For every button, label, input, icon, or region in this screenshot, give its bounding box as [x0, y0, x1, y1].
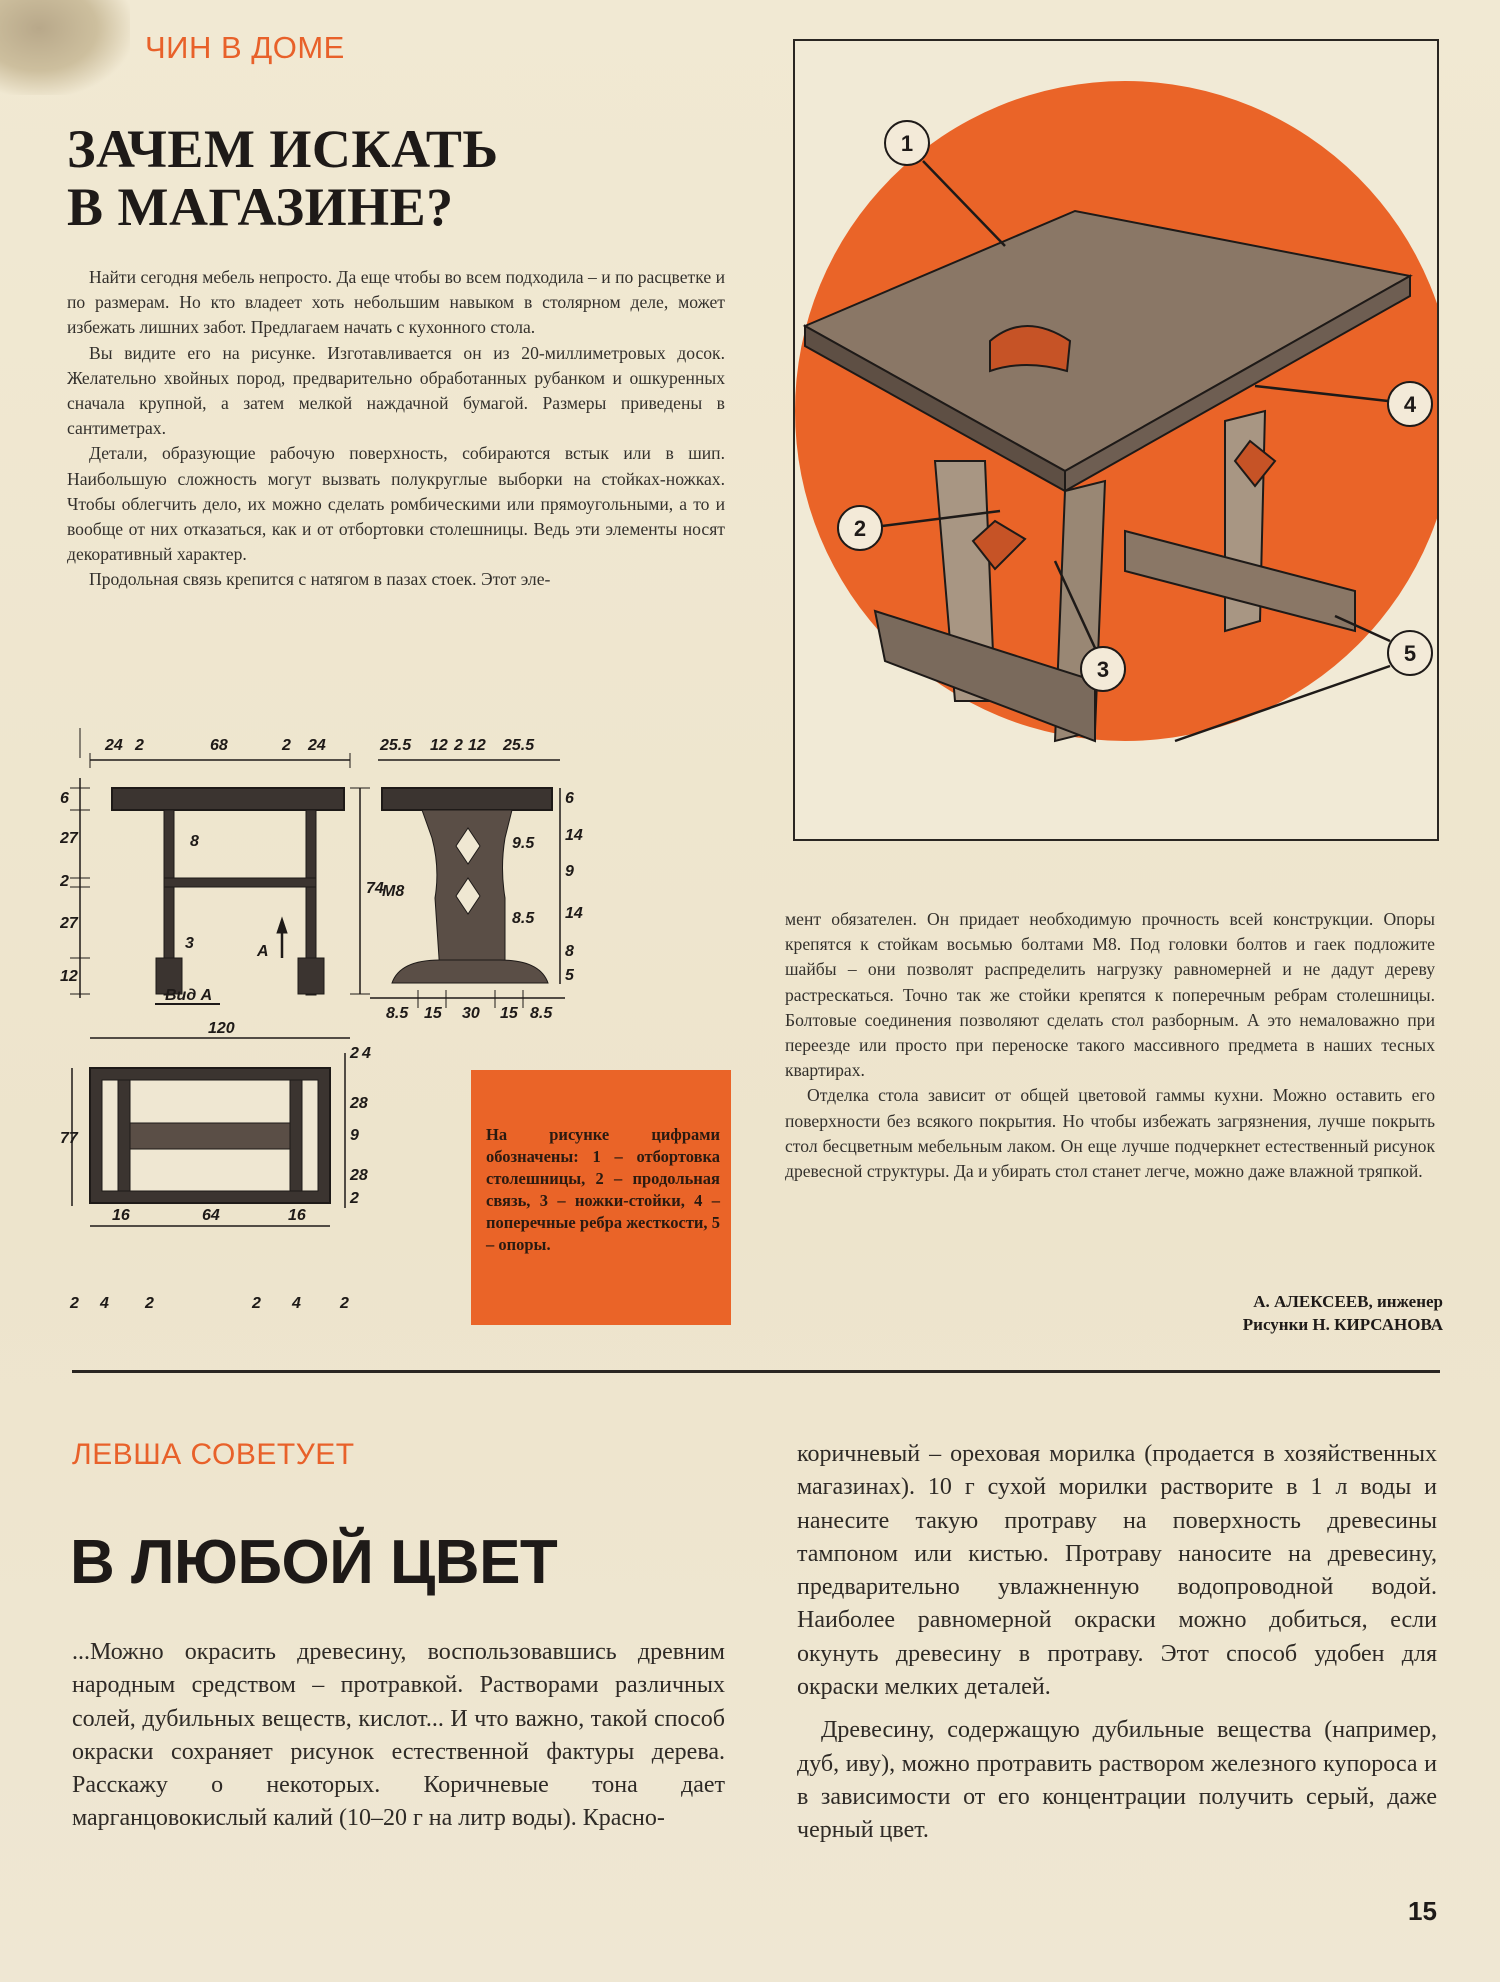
dim-label: 6 — [565, 790, 574, 807]
article2-title: В ЛЮБОЙ ЦВЕТ — [70, 1528, 558, 1597]
callout-3: 3 — [1096, 657, 1110, 682]
section-divider — [72, 1370, 1440, 1373]
dim-label: 8 — [190, 833, 199, 850]
dim-label: 2 — [350, 1045, 359, 1062]
figure-caption: На рисунке цифрами обозначены: 1 – отбортовка столешницы, 2 – продольная связь, 3 – ножки-стойки, 4 – поперечные ребра жесткости, 5 – опоры. — [486, 1125, 720, 1254]
paragraph: Продольная связь крепится с натягом в пазах стоек. Этот эле- — [89, 569, 551, 590]
dim-label: 8 — [565, 943, 574, 960]
paragraph: Вы видите его на рисунке. Изготавливается он из 20-миллиметровых досок. Желательно хвойных пород, предварительно обработанных рубанком и ошкуренных сначала крупной, а затем мелкой наждачной бумагой. Размеры приведены в сантиметрах. — [67, 342, 725, 439]
paragraph: Найти сегодня мебель непросто. Да еще чтобы во всем подходила – и по расцветке и по размерам. Но кто владеет хоть небольшим навыком в столярном деле, может избежать лишних забот. Предлагаем начать с кухонного стола. — [67, 267, 725, 338]
dim-label: 2 — [282, 737, 291, 754]
dim-label: 12 — [60, 968, 78, 985]
article-body — [67, 265, 725, 593]
dim-label: 2 — [350, 1190, 359, 1207]
author-credit: А. АЛЕКСЕЕВ, инженер — [1253, 1292, 1443, 1311]
dim-label: 6 — [60, 790, 69, 807]
callout-5: 5 — [1403, 641, 1417, 666]
dim-label: 2 — [70, 1295, 79, 1312]
dim-label: 25.5 — [380, 737, 412, 754]
dim-label: 12 — [430, 737, 448, 754]
dim-label: 2 — [135, 737, 144, 754]
dim-label: 28 — [350, 1095, 368, 1112]
dim-label: 120 — [208, 1020, 235, 1037]
arrow-label: А — [257, 943, 269, 960]
callout-1: 1 — [900, 131, 914, 156]
dim-label: 8.5 — [512, 910, 535, 927]
dim-label: М8 — [382, 883, 405, 900]
dim-label: 4 — [292, 1295, 301, 1312]
article2-col2 — [797, 1438, 1437, 1848]
dim-label: 16 — [288, 1207, 306, 1224]
dim-label: 16 — [112, 1207, 130, 1224]
dim-label: 14 — [565, 827, 583, 844]
section-tag-2: ЛЕВША СОВЕТУЕТ — [72, 1438, 355, 1471]
table-illustration-art — [795, 41, 1437, 839]
view-label: Вид А — [165, 987, 213, 1004]
front-view-drawing — [70, 728, 370, 1004]
dim-label: 8.5 — [386, 1005, 409, 1022]
dim-label: 12 — [468, 737, 486, 754]
paragraph: ...Можно окрасить древесину, воспользовавшись древним народным средством – протравкой. Растворами различных солей, дубильных веществ, кислот... И что важно, такой способ окраски сохраняет рисунок естественной фактуры дерева. Расскажу о некоторых. Коричневые тона дает марганцовокислый калий (10–20 г на литр воды). Красно- — [72, 1639, 725, 1832]
dim-label: 9.5 — [512, 835, 535, 852]
dim-label: 8.5 — [530, 1005, 553, 1022]
dim-label: 25.5 — [503, 737, 535, 754]
title-line-2: В МАГАЗИНЕ? — [67, 177, 454, 237]
dim-label: 30 — [462, 1005, 480, 1022]
paragraph: мент обязателен. Он придает необходимую прочность всей конструкции. Опоры крепятся к стойкам восьмью болтами М8. Под головки болтов и гаек подложите шайбы – они позволят распределить нагрузку равномерней и не дадут дереву растрескаться. Точно так же стойки крепятся к поперечным ребрам столешницы. Болтовые соединения позволяют сделать стол разборным. А это немаловажно при переезде или просто при переноске такого массивного предмета в наших тесных квартирах. — [785, 909, 1435, 1081]
paragraph: коричневый – ореховая морилка (продается в хозяйственных магазинах). 10 г сухой морилки растворите в 1 л воды и нанесите такую протраву на поверхность древесины тампоном или кистью. Протраву наносите на древесину, предварительно увлажненную водопроводной водой. Наиболее равномерной окраски можно добиться, если окунуть древесину в протраву. Этот способ удобен для окраски мелких деталей. — [797, 1441, 1437, 1701]
dim-label: 14 — [565, 905, 583, 922]
dim-label: 2 — [60, 873, 69, 890]
dim-label: 2 — [252, 1295, 261, 1312]
illustrator-credit: Рисунки Н. КИРСАНОВА — [1242, 1315, 1443, 1334]
dim-label: 2 — [454, 737, 463, 754]
title-line-1: ЗАЧЕМ ИСКАТЬ — [67, 119, 499, 179]
dim-label: 24 — [308, 737, 326, 754]
callout-4: 4 — [1403, 392, 1417, 417]
callout-2: 2 — [853, 516, 867, 541]
dim-label: 77 — [60, 1130, 78, 1147]
plan-view-drawing — [72, 1038, 350, 1226]
dim-label: 28 — [350, 1167, 368, 1184]
dim-label: 27 — [60, 915, 78, 932]
dim-label: 3 — [185, 935, 194, 952]
article2-col1 — [72, 1636, 725, 1836]
dim-label: 15 — [424, 1005, 442, 1022]
paragraph: Отделка стола зависит от общей цветовой гаммы кухни. Можно оставить его поверхности без всякого покрытия. Но чтобы избежать загрязнения, лучше покрыть стол бесцветным мебельным лаком. Он еще лучше подчеркнет естественный рисунок древесной структуры. Да и убирать стол станет легче, можно даже влажной тряпкой. — [785, 1085, 1435, 1182]
dim-label: 5 — [565, 967, 574, 984]
paragraph: Детали, образующие рабочую поверхность, собираются встык или в шип. Наибольшую сложность могут вызвать полукруглые выборки на стойках-ножках. Чтобы облегчить дело, их можно сделать ромбическими или прямоугольными, а то и вообще от них отказаться, как и от отбортовки столешницы. Ведь эти элементы носят декоративный характер. — [67, 443, 725, 565]
article-title — [67, 120, 499, 236]
dim-label: 2 — [145, 1295, 154, 1312]
section-tag: ЧИН В ДОМЕ — [145, 30, 345, 65]
dim-label: 27 — [60, 830, 78, 847]
dim-label: 9 — [565, 863, 574, 880]
dim-label: 4 — [362, 1045, 371, 1062]
article-continuation — [785, 907, 1435, 1184]
dim-label: 2 — [340, 1295, 349, 1312]
dim-label: 64 — [202, 1207, 220, 1224]
table-illustration — [793, 39, 1439, 841]
dim-label: 15 — [500, 1005, 518, 1022]
dim-label: 24 — [105, 737, 123, 754]
dim-label: 74 — [366, 880, 384, 897]
dim-label: 9 — [350, 1127, 359, 1144]
dim-label: 68 — [210, 737, 228, 754]
paper-stain — [0, 0, 130, 95]
paragraph: Древесину, содержащую дубильные вещества (например, дуб, иву), можно протравить раствором железного купороса и в зависимости от его концентрации получить серый, даже черный цвет. — [797, 1717, 1437, 1844]
page-number: 15 — [1408, 1896, 1437, 1926]
dim-label: 4 — [100, 1295, 109, 1312]
